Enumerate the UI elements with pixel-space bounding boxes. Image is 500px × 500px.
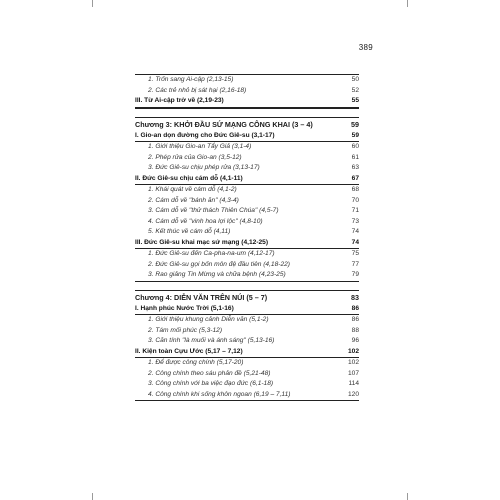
toc-entry-title: 3. Công chính với ba việc đạo đức (6,1-18) bbox=[148, 380, 274, 387]
toc-entry-title: 1. Trốn sang Ai-cập (2,13-15) bbox=[148, 76, 234, 83]
toc-entry-title: 1. Khái quát về cám dỗ (4,1-2) bbox=[148, 186, 237, 193]
toc-entry-page: 59 bbox=[351, 131, 359, 139]
toc-item-row bbox=[135, 315, 359, 326]
toc-entry-title: 3. Đức Giê-su chịu phép rửa (3,13-17) bbox=[148, 164, 260, 171]
toc-entry-page: 70 bbox=[351, 196, 359, 204]
toc-section-row bbox=[135, 131, 359, 143]
toc-item-row bbox=[135, 270, 359, 281]
toc-section-row bbox=[135, 238, 359, 250]
toc-entry-title: Chương 4: DIỄN VĂN TRÊN NÚI (5 – 7) bbox=[135, 292, 268, 302]
toc-entry-page: 96 bbox=[351, 337, 359, 344]
toc-entry-page: 50 bbox=[351, 76, 359, 83]
page-edge-mark bbox=[407, 0, 408, 7]
toc-entry-page: 83 bbox=[351, 292, 359, 302]
toc-item-row bbox=[135, 185, 359, 196]
toc-entry-page: 52 bbox=[351, 86, 359, 94]
toc-item-row bbox=[135, 369, 359, 380]
toc-item-row bbox=[135, 336, 359, 347]
toc-entry-page: 120 bbox=[347, 390, 359, 398]
toc-entry-title: II. Kiện toàn Cựu Ước (5,17 – 7,12) bbox=[135, 347, 243, 355]
toc-entry-page: 114 bbox=[348, 380, 359, 387]
toc-entry-title: 2. Công chính theo sáu phản đề (5,21-48) bbox=[148, 369, 271, 377]
toc-entry-title: Chương 3: KHỞI ĐẦU SỨ MẠNG CÔNG KHAI (3 – 4) bbox=[135, 119, 313, 129]
toc-item-row bbox=[135, 260, 359, 271]
toc-item-row bbox=[135, 217, 359, 228]
page-edge-mark bbox=[92, 493, 93, 500]
toc-entry-page: 102 bbox=[347, 359, 359, 366]
toc-item-row bbox=[135, 75, 359, 86]
toc-entry-title: 4. Công chính khi sống khôn ngoan (6,19 – 7,11) bbox=[148, 390, 291, 398]
toc-item-row bbox=[135, 163, 359, 174]
toc-entry-title: 3. Cám dỗ về "thử thách Thiên Chúa" (4,5-7) bbox=[148, 207, 279, 214]
toc-item-row bbox=[135, 86, 359, 97]
page-number: 389 bbox=[358, 43, 373, 52]
toc-item-row bbox=[135, 196, 359, 207]
toc-entry-title: 1. Đức Giê-su đến Ca-pha-na-um (4,12-17) bbox=[148, 250, 275, 257]
toc-item-row bbox=[135, 142, 359, 153]
toc-entry-title: II. Đức Giê-su chịu cám dỗ (4,1-11) bbox=[135, 174, 243, 182]
group-bottom-rule bbox=[135, 400, 359, 401]
toc-item-row bbox=[135, 379, 359, 390]
toc-entry-page: 55 bbox=[351, 97, 359, 104]
toc-entry-title: 3. Rao giảng Tin Mừng và chữa bệnh (4,23-25) bbox=[148, 271, 286, 278]
toc-entry-page: 67 bbox=[351, 174, 359, 182]
page-edge-mark bbox=[92, 0, 93, 7]
toc-entry-title: 3. Căn tính "là muối và ánh sáng" (5,13-16) bbox=[148, 337, 275, 344]
toc-entry-page: 102 bbox=[347, 347, 359, 355]
toc-entry-page: 86 bbox=[351, 304, 359, 312]
toc-entry-page: 63 bbox=[351, 164, 359, 171]
toc-chapter-row bbox=[135, 291, 359, 304]
toc-section-row bbox=[135, 174, 359, 186]
toc-item-row bbox=[135, 326, 359, 337]
toc-entry-title: III. Đức Giê-su khai mạc sứ mạng (4,12-25) bbox=[135, 238, 269, 246]
toc-entry-title: 2. Các trẻ nhỏ bị sát hại (2,16-18) bbox=[148, 86, 247, 94]
toc-entry-title: I. Hạnh phúc Nước Trời (5,1-16) bbox=[135, 304, 234, 312]
toc-entry-page: 73 bbox=[351, 217, 359, 225]
toc-entry-title: 4. Cám dỗ về "vinh hoa lợi lộc" (4,8-10) bbox=[148, 217, 263, 225]
group-gap bbox=[135, 282, 359, 290]
toc-entry-page: 60 bbox=[351, 143, 359, 150]
toc-entry-title: 2. Phép rửa của Gio-an (3,5-12) bbox=[148, 153, 242, 161]
toc-section-row bbox=[135, 96, 359, 108]
group-gap bbox=[135, 109, 359, 117]
toc-entry-page: 61 bbox=[351, 153, 359, 161]
toc-entry-page: 86 bbox=[351, 316, 359, 323]
toc-item-row bbox=[135, 358, 359, 369]
toc-entry-title: 1. Giới thiệu Gio-an Tẩy Giả (3,1-4) bbox=[148, 143, 252, 150]
page-edge-mark bbox=[407, 493, 408, 500]
toc-entry-page: 88 bbox=[351, 326, 359, 334]
toc-entry-page: 68 bbox=[351, 186, 359, 193]
toc-chapter-row bbox=[135, 118, 359, 131]
toc-entry-title: 1. Giới thiệu khung cảnh Diễn văn (5,1-2) bbox=[148, 316, 269, 323]
toc-entry-page: 77 bbox=[351, 260, 359, 268]
toc-entry-title: 1. Để được công chính (5,17-20) bbox=[148, 359, 244, 366]
toc-entry-page: 75 bbox=[351, 250, 359, 257]
toc-section-row bbox=[135, 347, 359, 359]
toc-item-row bbox=[135, 153, 359, 164]
toc-entry-title: 2. Cám dỗ về "bánh ăn" (4,3-4) bbox=[148, 196, 239, 204]
toc-entry-page: 74 bbox=[351, 228, 359, 235]
toc-entry-page: 74 bbox=[351, 238, 359, 246]
toc-item-row bbox=[135, 390, 359, 401]
toc-entry-page: 71 bbox=[351, 207, 359, 214]
toc-entry-page: 59 bbox=[351, 119, 359, 129]
toc-section-row bbox=[135, 304, 359, 316]
toc-entry-page: 79 bbox=[351, 271, 359, 278]
toc-entry-title: 2. Đức Giê-su gọi bốn môn đệ đầu tiên (4,18-22) bbox=[148, 260, 290, 268]
toc-item-row bbox=[135, 227, 359, 238]
toc-item-row bbox=[135, 249, 359, 260]
toc-entry-page: 107 bbox=[347, 369, 359, 377]
toc-item-row bbox=[135, 206, 359, 217]
toc-entry-title: I. Gio-an dọn đường cho Đức Giê-su (3,1-17) bbox=[135, 131, 275, 139]
toc-entry-title: 2. Tám mối phúc (5,3-12) bbox=[148, 326, 223, 334]
toc-entry-title: III. Từ Ai-cập trở về (2,19-23) bbox=[135, 97, 224, 104]
table-of-contents bbox=[135, 74, 359, 401]
toc-entry-title: 5. Kết thúc về cám dỗ (4,11) bbox=[148, 228, 231, 235]
